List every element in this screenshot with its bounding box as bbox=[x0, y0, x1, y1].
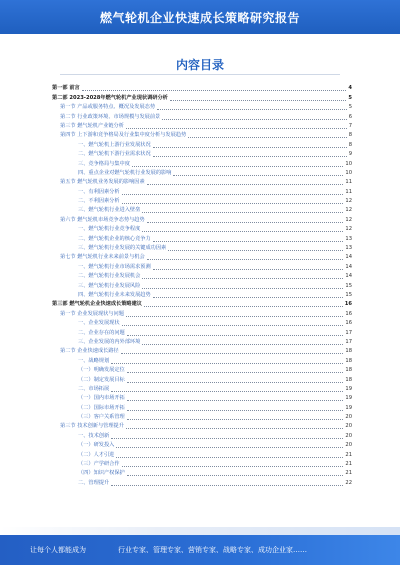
toc-entry-page: 11 bbox=[345, 188, 352, 195]
toc-leader-dots bbox=[122, 194, 344, 195]
toc-entry-label: 二、企业存在的问题 bbox=[78, 329, 125, 336]
toc-entry[interactable] bbox=[52, 84, 352, 93]
toc-entry-label: 一、燃气轮机行业竞争程度 bbox=[78, 226, 141, 233]
toc-entry-page: 15 bbox=[345, 282, 352, 289]
toc-leader-dots bbox=[173, 175, 343, 176]
toc-entry-page: 14 bbox=[345, 263, 352, 270]
toc-leader-dots bbox=[126, 316, 343, 317]
toc-entry-label: 第二节 行业政策环境、市场规模与发展前景 bbox=[60, 113, 161, 120]
report-title: 燃气轮机企业快速成长策略研究报告 bbox=[99, 11, 300, 25]
toc-leader-dots bbox=[111, 485, 343, 486]
toc-leader-dots bbox=[126, 128, 347, 129]
toc-entry-page: 4 bbox=[348, 85, 352, 92]
toc-entry-label: 第四节 上下游和竞争格局及行业集中度分析与发展趋势 bbox=[60, 132, 187, 139]
toc-entry-label: 四、燃气轮机行业未来发展趋势 bbox=[78, 291, 151, 298]
toc-entry-page: 21 bbox=[345, 461, 352, 468]
toc-entry[interactable] bbox=[52, 403, 352, 412]
toc-entry-page: 13 bbox=[345, 235, 352, 242]
toc-leader-dots bbox=[157, 109, 347, 110]
toc-entry-label: （三）产学研合作 bbox=[78, 461, 120, 468]
toc-leader-dots bbox=[153, 269, 344, 270]
toc-entry-page: 16 bbox=[345, 320, 352, 327]
toc-entry-label: 第三节 燃气轮机产业链分析 bbox=[60, 122, 124, 129]
toc-entry-label: 第一节 产品或服务特点、概况及发展态势 bbox=[60, 104, 156, 111]
toc-leader-dots bbox=[122, 325, 344, 326]
toc-entry-page: 19 bbox=[345, 404, 352, 411]
toc-leader-dots bbox=[142, 344, 343, 345]
toc-entry-page: 19 bbox=[345, 385, 352, 392]
toc-entry[interactable] bbox=[52, 422, 352, 431]
toc-entry[interactable] bbox=[52, 206, 352, 215]
toc-leader-dots bbox=[147, 184, 344, 185]
page-footer bbox=[0, 535, 400, 565]
toc-entry[interactable] bbox=[52, 338, 352, 347]
toc-divider bbox=[60, 74, 340, 75]
toc-entry[interactable] bbox=[52, 112, 352, 121]
toc-entry-label: 第二部 2023-2028年燃气轮机产业现状调研分析 bbox=[52, 94, 168, 101]
toc-entry[interactable] bbox=[52, 385, 352, 394]
toc-entry-page: 10 bbox=[345, 169, 352, 176]
toc-entry-page: 20 bbox=[345, 414, 352, 421]
toc-entry-label: （一）国内市场开拓 bbox=[78, 395, 125, 402]
toc-leader-dots bbox=[122, 466, 344, 467]
toc-entry[interactable] bbox=[52, 225, 352, 234]
toc-entry-page: 12 bbox=[345, 226, 352, 233]
table-of-contents bbox=[52, 84, 352, 488]
toc-entry[interactable] bbox=[52, 441, 352, 450]
toc-leader-dots bbox=[153, 297, 344, 298]
toc-leader-dots bbox=[116, 447, 343, 448]
toc-entry-page: 7 bbox=[348, 122, 352, 129]
toc-leader-dots bbox=[153, 147, 347, 148]
toc-leader-dots bbox=[127, 419, 344, 420]
toc-entry[interactable] bbox=[52, 215, 352, 224]
toc-entry[interactable] bbox=[52, 328, 352, 337]
toc-leader-dots bbox=[162, 119, 346, 120]
toc-entry-page: 9 bbox=[348, 151, 352, 158]
toc-entry[interactable] bbox=[52, 197, 352, 206]
toc-leader-dots bbox=[144, 306, 343, 307]
toc-entry-label: 二、燃气轮机企业的核心竞争力 bbox=[78, 235, 151, 242]
toc-entry-label: 第一部 前言 bbox=[52, 85, 80, 92]
toc-entry-label: （二）国际市场开拓 bbox=[78, 404, 125, 411]
toc-entry-label: 一、技术创新 bbox=[78, 432, 110, 439]
toc-entry-label: 第五节 燃气轮机业务发展的影响因素 bbox=[60, 179, 145, 186]
toc-leader-dots bbox=[111, 391, 343, 392]
toc-entry-page: 12 bbox=[345, 198, 352, 205]
toc-leader-dots bbox=[127, 335, 344, 336]
toc-entry-page: 18 bbox=[345, 348, 352, 355]
toc-entry[interactable] bbox=[52, 178, 352, 187]
toc-entry-page: 18 bbox=[345, 376, 352, 383]
toc-entry-page: 15 bbox=[345, 291, 352, 298]
toc-leader-dots bbox=[142, 278, 343, 279]
toc-entry-label: 三、燃气轮机行业进入壁垒 bbox=[78, 207, 141, 214]
toc-entry[interactable] bbox=[52, 122, 352, 131]
toc-entry-page: 6 bbox=[348, 113, 352, 120]
toc-entry-label: 第二节 企业快速成长路径 bbox=[60, 348, 119, 355]
toc-entry-label: （一）明确发展定位 bbox=[78, 367, 125, 374]
toc-entry[interactable] bbox=[52, 460, 352, 469]
toc-entry-page: 14 bbox=[345, 254, 352, 261]
toc-entry-label: 一、战略规划 bbox=[78, 357, 110, 364]
toc-entry-label: （四）知识产权保护 bbox=[78, 470, 125, 477]
toc-leader-dots bbox=[170, 100, 347, 101]
toc-leader-dots bbox=[142, 212, 343, 213]
toc-entry[interactable] bbox=[52, 291, 352, 300]
toc-leader-dots bbox=[122, 203, 344, 204]
toc-leader-dots bbox=[188, 137, 347, 138]
toc-entry[interactable] bbox=[52, 394, 352, 403]
toc-entry[interactable] bbox=[52, 413, 352, 422]
toc-entry[interactable] bbox=[52, 272, 352, 281]
toc-leader-dots bbox=[126, 428, 343, 429]
toc-entry-page: 5 bbox=[348, 104, 352, 111]
toc-entry[interactable] bbox=[52, 375, 352, 384]
toc-entry-page: 22 bbox=[345, 479, 352, 486]
toc-entry[interactable] bbox=[52, 140, 352, 149]
toc-entry[interactable] bbox=[52, 169, 352, 178]
toc-entry-page: 14 bbox=[345, 273, 352, 280]
toc-entry[interactable] bbox=[52, 281, 352, 290]
toc-entry-label: （二）制定发展目标 bbox=[78, 376, 125, 383]
toc-entry-label: 一、企业发展现状 bbox=[78, 320, 120, 327]
toc-title: 内容目录 bbox=[175, 58, 224, 72]
toc-entry-page: 16 bbox=[344, 301, 352, 308]
toc-entry-label: 一、有利因素分析 bbox=[78, 188, 120, 195]
toc-entry-page: 20 bbox=[345, 423, 352, 430]
toc-entry-label: 四、重点企业对燃气轮机行业发展的影响 bbox=[78, 169, 172, 176]
toc-entry-label: 二、管理提升 bbox=[78, 479, 110, 486]
toc-leader-dots bbox=[121, 353, 344, 354]
toc-leader-dots bbox=[111, 438, 343, 439]
toc-entry-label: 一、燃气轮机行业市场需求预测 bbox=[78, 263, 151, 270]
toc-entry[interactable] bbox=[52, 244, 352, 253]
toc-leader-dots bbox=[82, 90, 347, 91]
toc-entry[interactable] bbox=[52, 93, 352, 102]
toc-entry-page: 16 bbox=[345, 310, 352, 317]
toc-entry[interactable] bbox=[52, 469, 352, 478]
toc-entry-page: 19 bbox=[345, 395, 352, 402]
toc-entry[interactable] bbox=[52, 150, 352, 159]
toc-entry-page: 12 bbox=[345, 207, 352, 214]
toc-entry-label: 三、燃气轮机行业发展的关键成功因素 bbox=[78, 245, 167, 252]
toc-entry-page: 17 bbox=[345, 338, 352, 345]
toc-entry[interactable] bbox=[52, 347, 352, 356]
toc-leader-dots bbox=[142, 231, 343, 232]
toc-entry[interactable] bbox=[52, 366, 352, 375]
toc-leader-dots bbox=[147, 222, 344, 223]
toc-leader-dots bbox=[153, 156, 347, 157]
toc-entry-page: 13 bbox=[345, 245, 352, 252]
toc-leader-dots bbox=[127, 400, 344, 401]
toc-entry-label: 二、燃气轮机下游行业需求状况 bbox=[78, 151, 151, 158]
toc-entry-label: 第六节 燃气轮机市场竞争态势与趋势 bbox=[60, 216, 145, 223]
page-header bbox=[0, 0, 400, 34]
toc-leader-dots bbox=[153, 241, 344, 242]
toc-entry-page: 8 bbox=[348, 132, 352, 139]
toc-entry-label: （三）客户关系管理 bbox=[78, 414, 125, 421]
toc-entry[interactable] bbox=[52, 431, 352, 440]
toc-entry-page: 18 bbox=[345, 357, 352, 364]
toc-entry-page: 17 bbox=[345, 329, 352, 336]
toc-entry-page: 5 bbox=[348, 94, 352, 101]
toc-entry[interactable] bbox=[52, 450, 352, 459]
toc-entry-label: 第三部 燃气轮机企业快速成长策略建议 bbox=[52, 301, 142, 308]
toc-entry-label: 二、燃气轮机行业发展机会 bbox=[78, 273, 141, 280]
toc-entry-page: 10 bbox=[345, 160, 352, 167]
toc-entry-page: 12 bbox=[345, 216, 352, 223]
toc-entry-page: 11 bbox=[345, 179, 352, 186]
toc-entry-label: 二、市场拓展 bbox=[78, 385, 110, 392]
footer-slogan-right: 行业专家、管理专家、营销专家、战略专家、成功企业家…… bbox=[118, 546, 307, 554]
toc-entry[interactable] bbox=[52, 478, 352, 487]
toc-leader-dots bbox=[142, 288, 343, 289]
footer-decoration bbox=[0, 527, 400, 535]
toc-entry-label: （一）研发投入 bbox=[78, 442, 115, 449]
toc-leader-dots bbox=[132, 166, 344, 167]
toc-leader-dots bbox=[168, 250, 343, 251]
toc-leader-dots bbox=[127, 372, 344, 373]
toc-entry[interactable] bbox=[52, 356, 352, 365]
toc-entry-page: 18 bbox=[345, 367, 352, 374]
toc-entry-label: （二）人才引进 bbox=[78, 451, 115, 458]
toc-entry[interactable] bbox=[52, 234, 352, 243]
toc-entry[interactable] bbox=[52, 262, 352, 271]
toc-entry-label: 三、竞争格局与集中度 bbox=[78, 160, 130, 167]
toc-leader-dots bbox=[127, 410, 344, 411]
toc-entry[interactable] bbox=[52, 159, 352, 168]
toc-entry[interactable] bbox=[52, 187, 352, 196]
toc-entry[interactable] bbox=[52, 319, 352, 328]
toc-entry[interactable] bbox=[52, 103, 352, 112]
toc-entry[interactable] bbox=[52, 131, 352, 140]
toc-entry-page: 8 bbox=[348, 141, 352, 148]
toc-entry-label: 三、企业发展的内外部环境 bbox=[78, 338, 141, 345]
toc-entry[interactable] bbox=[52, 253, 352, 262]
toc-leader-dots bbox=[111, 363, 343, 364]
toc-leader-dots bbox=[127, 382, 344, 383]
toc-entry-label: 第三节 技术创新与管理提升 bbox=[60, 423, 124, 430]
toc-entry-label: 二、不利因素分析 bbox=[78, 198, 120, 205]
toc-leader-dots bbox=[147, 259, 344, 260]
toc-entry-page: 21 bbox=[345, 470, 352, 477]
toc-entry-page: 20 bbox=[345, 442, 352, 449]
toc-leader-dots bbox=[116, 457, 343, 458]
toc-entry-label: 三、燃气轮机行业发展风险 bbox=[78, 282, 141, 289]
footer-slogan-left: 让每个人都能成为 bbox=[30, 546, 86, 554]
toc-entry-label: 第七节 燃气轮机行业未来前景与机会 bbox=[60, 254, 145, 261]
toc-entry-page: 20 bbox=[345, 432, 352, 439]
toc-leader-dots bbox=[127, 475, 344, 476]
toc-entry[interactable] bbox=[52, 300, 352, 309]
toc-entry-page: 21 bbox=[345, 451, 352, 458]
toc-entry-label: 第一节 企业发展现状与问题 bbox=[60, 310, 124, 317]
toc-entry-label: 一、燃气轮机上游行业发展状况 bbox=[78, 141, 151, 148]
toc-entry[interactable] bbox=[52, 309, 352, 318]
